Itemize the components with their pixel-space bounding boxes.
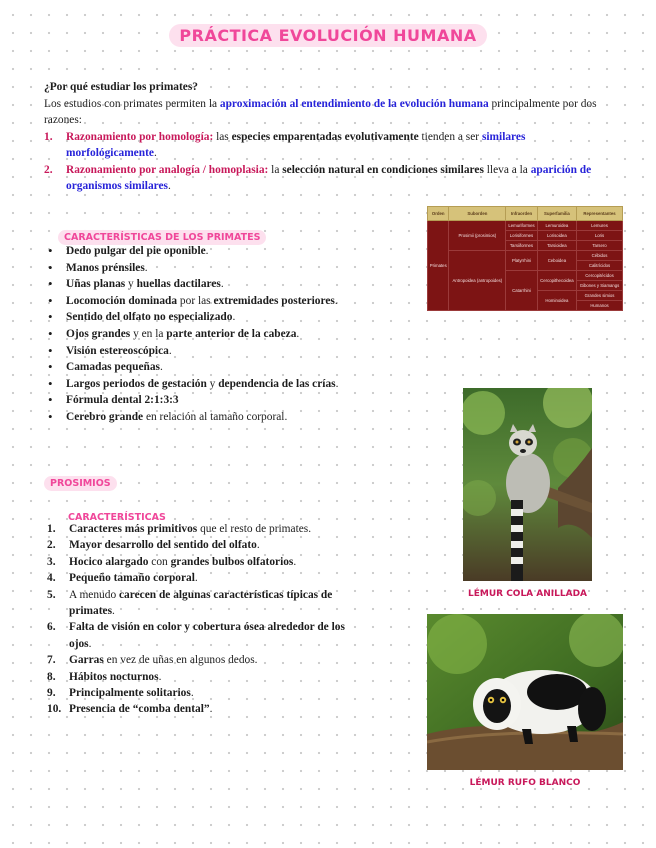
caracteristica-item — [44, 326, 424, 343]
prosimio-bold: Caracteres más primitivos — [69, 523, 198, 535]
prosimio-item — [47, 669, 347, 685]
intro-paragraph: Los estudios con primates permiten la aproximación al entendimiento de la evolución humana principalmente por dos razones: — [44, 97, 597, 126]
prosimio-bold: Hocico alargado — [69, 555, 149, 568]
prosimios-heading: PROSIMIOS — [44, 476, 117, 491]
prosimio-number: 7. — [47, 654, 56, 667]
prosimio-bold: carecen de algunas características típicas de primates — [69, 588, 333, 618]
table-cell: Tarsiiformes — [506, 241, 538, 251]
caracteristica-text: y — [206, 377, 219, 390]
page-title: PRÁCTICA EVOLUCIÓN HUMANA — [169, 24, 486, 47]
table-cell: Lemures — [577, 221, 623, 231]
caracteristica-item — [44, 243, 424, 260]
reason-number: 2. — [44, 163, 53, 176]
prosimio-item — [47, 554, 347, 570]
prosimio-text: en vez de uñas en algunos dedos. — [103, 654, 258, 667]
caracteristica-text: . — [232, 311, 236, 324]
caracteristica-bold: dependencia de las crías — [218, 377, 336, 390]
table-cell: Lorisiformes — [506, 231, 538, 241]
prosimio-text: que el resto de primates. — [197, 523, 312, 535]
reason-label: Razonamiento por analogía / homoplasia: — [66, 163, 269, 176]
caracteristica-text: . — [296, 327, 300, 340]
caracteristicas-list — [44, 243, 424, 426]
caracteristica-text: por las — [177, 294, 214, 307]
caracteristica-text: y en la — [130, 327, 167, 340]
ring-tailed-lemur-photo — [463, 388, 592, 581]
prosimio-number: 8. — [47, 670, 56, 683]
prosimio-bold: Pequeño tamaño corporal — [69, 572, 195, 585]
reason-text: . — [153, 147, 157, 159]
table-header-cell: Suborden — [449, 207, 506, 221]
table-cell: Lemuriformes — [506, 221, 538, 231]
caracteristica-bold: Dedo pulgar del pie oponible — [66, 245, 206, 257]
caracteristica-bold: Visión estereoscópica — [66, 344, 169, 357]
reason-number: 1. — [44, 130, 53, 143]
caracteristica-bold: parte anterior de la cabeza — [166, 327, 297, 340]
ring-tailed-lemur-caption: LÉMUR COLA ANILLADA — [467, 589, 588, 599]
table-cell: Platyrrhini — [506, 251, 538, 271]
table-cell: Primates — [428, 221, 449, 311]
prosimio-item — [47, 521, 347, 537]
taxonomy-table-wrap — [427, 206, 623, 308]
caracteristicas-heading: CARACTERÍSTICAS DE LOS PRIMATES — [58, 230, 266, 245]
table-cell: Antropoidea (antropoides) — [449, 251, 506, 311]
reason-item — [44, 162, 614, 195]
caracteristica-item — [44, 293, 424, 310]
intro-section — [44, 79, 614, 195]
prosimio-bold: Garras — [69, 654, 104, 667]
caracteristica-bold: extremidades posteriores — [213, 294, 335, 307]
reason-text: la — [268, 163, 283, 176]
reason-bold: selección natural en condiciones similares — [282, 163, 484, 176]
caracteristica-text: . — [205, 245, 209, 257]
prosimio-number: 3. — [47, 555, 56, 568]
prosimio-number: 6. — [47, 621, 56, 634]
reason-highlight: similares morfológicamente — [66, 130, 526, 159]
prosimio-number: 4. — [47, 572, 56, 585]
table-cell: Calitrícidos — [577, 261, 623, 271]
table-cell: Cercopithecoidea — [537, 271, 576, 291]
caracteristica-text: . — [144, 261, 148, 274]
caracteristica-bold: huellas dactilares — [136, 278, 221, 291]
ruffed-lemur-photo — [427, 614, 623, 770]
table-cell: Tarsero — [577, 241, 623, 251]
caracteristica-bold: Fórmula dental 2:1:3:3 — [66, 394, 179, 407]
caracteristica-item — [44, 392, 424, 409]
table-header-cell: Superfamilia — [537, 207, 576, 221]
prosimio-number: 10. — [47, 703, 62, 716]
caracteristicas-section — [44, 243, 424, 426]
prosimio-item — [47, 537, 347, 553]
caracteristica-text: en relación al tamaño corporal — [143, 410, 285, 423]
prosimios-subheading: CARACTERÍSTICAS — [68, 512, 166, 523]
prosimio-item — [47, 570, 347, 586]
prosimio-text: . — [190, 687, 194, 700]
reason-highlight: aparición de organismos similares — [66, 163, 592, 192]
prosimio-text: con — [148, 555, 171, 568]
prosimio-text: . — [293, 555, 297, 568]
caracteristica-item — [44, 409, 424, 426]
caracteristica-bold: Sentido del olfato no especializado — [66, 311, 233, 324]
reason-text: . — [168, 180, 171, 192]
prosimio-number: 2. — [47, 539, 56, 552]
caracteristica-text: . — [160, 361, 163, 374]
caracteristica-bold: Camadas pequeñas — [66, 361, 160, 374]
caracteristica-text: . — [335, 377, 339, 390]
caracteristica-item — [44, 260, 424, 277]
caracteristica-bold: Uñas planas — [66, 278, 126, 291]
prosimio-text: A menudo — [69, 588, 119, 601]
table-row — [428, 251, 623, 261]
prosimio-bold: Mayor desarrollo del sentido del olfato — [69, 539, 257, 552]
table-cell: Prosimii (prosimios) — [449, 221, 506, 251]
reason-text: lleva a la — [483, 163, 531, 176]
prosimio-text: . — [256, 539, 260, 552]
prosimios-section — [47, 521, 347, 718]
caracteristica-item — [44, 376, 424, 393]
reason-text: tienden a ser — [418, 130, 482, 143]
caracteristica-item — [44, 276, 424, 293]
caracteristica-item — [44, 359, 424, 376]
prosimio-bold: Presencia de “comba dental” — [69, 703, 210, 716]
caracteristica-bold: Largos periodos de gestación — [66, 377, 207, 390]
reason-label: Razonamiento por homología: — [66, 130, 214, 143]
table-cell: Ceboidea — [537, 251, 576, 271]
table-cell: Humanos — [577, 301, 623, 311]
ruffed-lemur-caption: LÉMUR RUFO BLANCO — [469, 778, 581, 788]
prosimio-number: 1. — [47, 523, 56, 535]
caracteristica-bold: Cerebro grande — [66, 410, 144, 423]
table-cell: Lorisoidea — [537, 231, 576, 241]
prosimio-number: 9. — [47, 687, 56, 700]
prosimio-item — [47, 685, 347, 701]
reasons-list — [44, 129, 614, 195]
table-header-row — [428, 207, 623, 221]
prosimios-heading-wrap — [44, 473, 117, 491]
caracteristica-bold: Manos prénsiles — [66, 261, 145, 274]
prosimios-list — [47, 521, 347, 718]
reason-text: las — [213, 130, 232, 143]
prosimio-bold: Hábitos nocturnos — [69, 670, 159, 683]
prosimio-item — [47, 619, 347, 652]
caracteristica-item — [44, 309, 424, 326]
reason-item — [44, 129, 614, 162]
ruffed-lemur-image — [427, 614, 623, 770]
caracteristica-text: . — [334, 294, 338, 307]
caracteristica-bold: Ojos grandes — [66, 327, 131, 340]
table-cell: Tarsioidea — [537, 241, 576, 251]
table-cell: Grandes simios — [577, 291, 623, 301]
table-header-cell: Representantes — [577, 207, 623, 221]
table-cell: Cébidos — [577, 251, 623, 261]
caracteristica-bold: Locomoción dominada — [66, 294, 178, 307]
table-header-cell: Orden — [428, 207, 449, 221]
table-cell: Gibones y Siamangs — [577, 281, 623, 291]
table-cell: Lemuroidea — [537, 221, 576, 231]
reason-bold: especies emparentadas evolutivamente — [231, 130, 419, 143]
caracteristica-item — [44, 343, 424, 360]
table-row — [428, 221, 623, 231]
prosimio-text: . — [194, 572, 198, 585]
prosimio-bold: grandes bulbos olfatorios — [170, 555, 294, 568]
taxonomy-table — [427, 206, 623, 311]
prosimio-text: . — [112, 605, 115, 618]
prosimio-number: 5. — [47, 588, 56, 601]
prosimio-bold: Falta de visión en color y cobertura ósea alrededor de los ojos — [69, 621, 345, 650]
prosimio-item — [47, 587, 347, 620]
prosimio-text: . — [158, 670, 162, 683]
table-cell: Cercopitécidos — [577, 271, 623, 281]
ring-tailed-lemur-image — [463, 388, 592, 581]
intro-question: ¿Por qué estudiar los primates? — [44, 81, 198, 93]
prosimio-text: . — [88, 637, 92, 650]
prosimio-item — [47, 652, 347, 668]
table-cell: Loris — [577, 231, 623, 241]
caracteristica-text: y — [125, 278, 137, 291]
prosimio-text: . — [209, 703, 213, 716]
prosimio-item — [47, 701, 347, 717]
caracteristica-text: . — [284, 410, 288, 423]
caracteristica-text: . — [220, 278, 224, 291]
page-title-wrap — [0, 24, 656, 47]
caracteristica-text: . — [168, 344, 172, 357]
table-header-cell: Infraorden — [506, 207, 538, 221]
table-cell: Catarrhini — [506, 271, 538, 311]
prosimio-bold: Principalmente solitarios — [69, 687, 191, 700]
table-cell: Hominoidea — [537, 291, 576, 311]
